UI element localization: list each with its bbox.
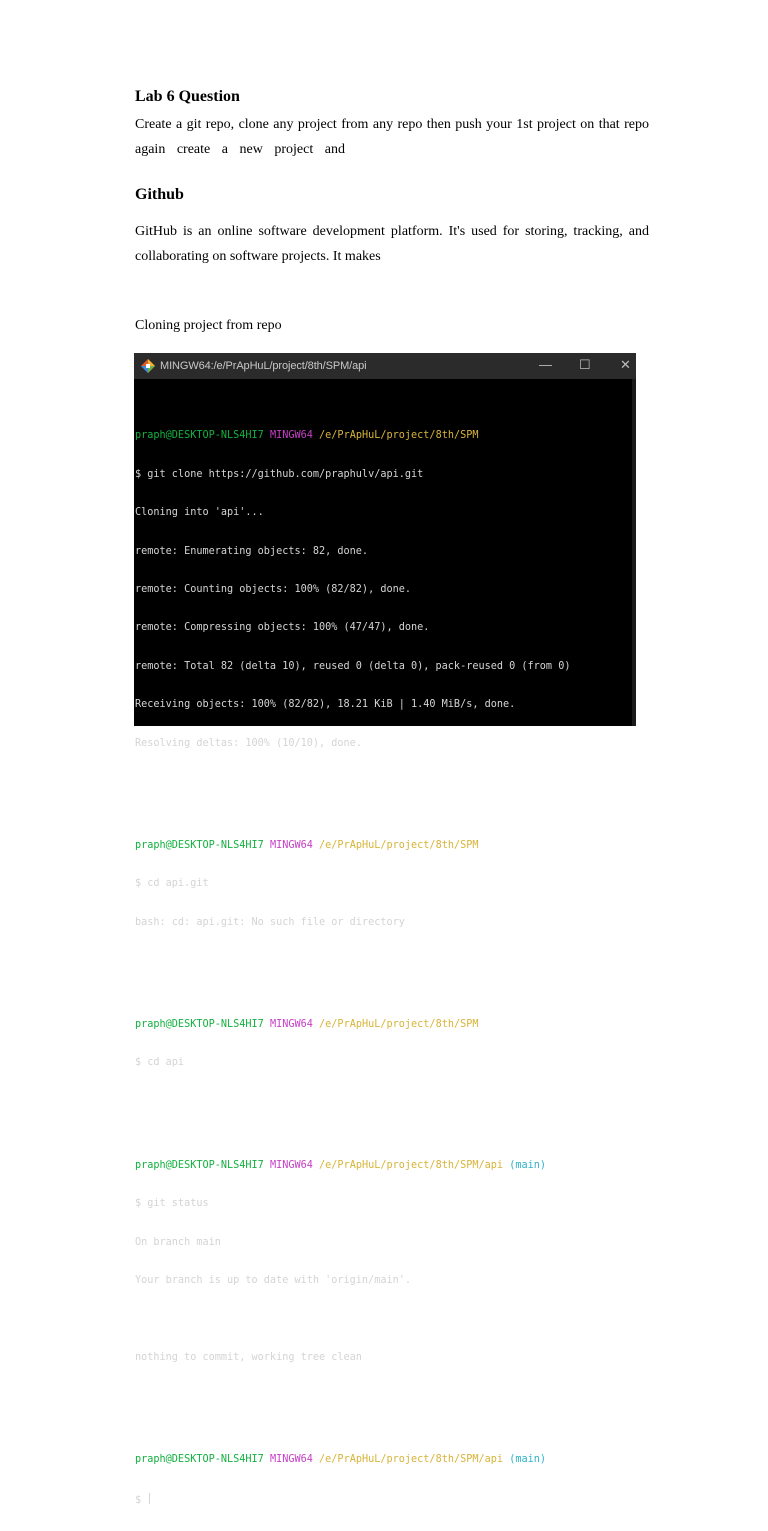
close-button[interactable]: ✕ <box>620 357 631 372</box>
terminal-line: remote: Compressing objects: 100% (47/47), done. <box>135 622 430 634</box>
terminal-prompt: praph@DESKTOP-NLS4HI7 MINGW64 /e/PrApHuL/project/8th/SPM/api (main) <box>135 1454 546 1466</box>
terminal-output <box>135 392 630 1531</box>
terminal-line: remote: Enumerating objects: 82, done. <box>135 545 369 557</box>
terminal-line: $ cd api.git <box>135 878 209 890</box>
heading-lab-question: Lab 6 Question <box>135 88 240 105</box>
terminal-line: remote: Total 82 (delta 10), reused 0 (delta 0), pack-reused 0 (from 0) <box>135 660 571 672</box>
terminal-prompt: praph@DESKTOP-NLS4HI7 MINGW64 /e/PrApHuL/project/8th/SPM <box>135 1019 479 1031</box>
terminal-line <box>135 1313 630 1326</box>
terminal-line: $ cd api <box>135 1057 185 1069</box>
heading-github: Github <box>135 186 184 203</box>
git-bash-icon <box>141 359 155 373</box>
terminal-line: Cloning into 'api'... <box>135 507 264 519</box>
terminal-screenshot <box>134 353 636 1506</box>
terminal-cursor <box>149 1493 150 1504</box>
paragraph-github-line2: collaborating on software projects. It makes <box>135 249 381 264</box>
terminal-prompt: praph@DESKTOP-NLS4HI7 MINGW64 /e/PrApHuL/project/8th/SPM/api (main) <box>135 1159 546 1171</box>
terminal-scrollbar[interactable] <box>632 379 636 726</box>
paragraph-github-line1: GitHub is an online software development platform. It's used for storing, tracking, and <box>135 224 649 239</box>
terminal-titlebar <box>134 353 636 379</box>
terminal-prompt: praph@DESKTOP-NLS4HI7 MINGW64 /e/PrApHuL/project/8th/SPM <box>135 430 479 442</box>
paragraph-question-line2: again create a new project and <box>135 142 345 157</box>
maximize-button[interactable]: ☐ <box>579 357 591 372</box>
terminal-title: MINGW64:/e/PrApHuL/project/8th/SPM/api <box>160 360 367 372</box>
terminal-line: Receiving objects: 100% (82/82), 18.21 KiB | 1.40 MiB/s, done. <box>135 699 516 711</box>
terminal-line: nothing to commit, working tree clean <box>135 1351 362 1363</box>
minimize-button[interactable]: — <box>539 357 552 372</box>
paragraph-question-line1: Create a git repo, clone any project from any repo then push your 1st project on that repo <box>135 117 649 132</box>
terminal-prompt: praph@DESKTOP-NLS4HI7 MINGW64 /e/PrApHuL/project/8th/SPM <box>135 839 479 851</box>
terminal-line: bash: cd: api.git: No such file or directory <box>135 916 405 928</box>
terminal-line: $ git clone https://github.com/praphulv/api.git <box>135 468 424 480</box>
caption-cloning: Cloning project from repo <box>135 318 282 333</box>
terminal-input-line[interactable]: $ <box>135 1493 630 1506</box>
terminal-line: Your branch is up to date with 'origin/main'. <box>135 1274 412 1286</box>
terminal-line: Resolving deltas: 100% (10/10), done. <box>135 737 362 749</box>
terminal-line: On branch main <box>135 1236 221 1248</box>
terminal-line: remote: Counting objects: 100% (82/82), done. <box>135 583 412 595</box>
terminal-line: $ git status <box>135 1198 209 1210</box>
